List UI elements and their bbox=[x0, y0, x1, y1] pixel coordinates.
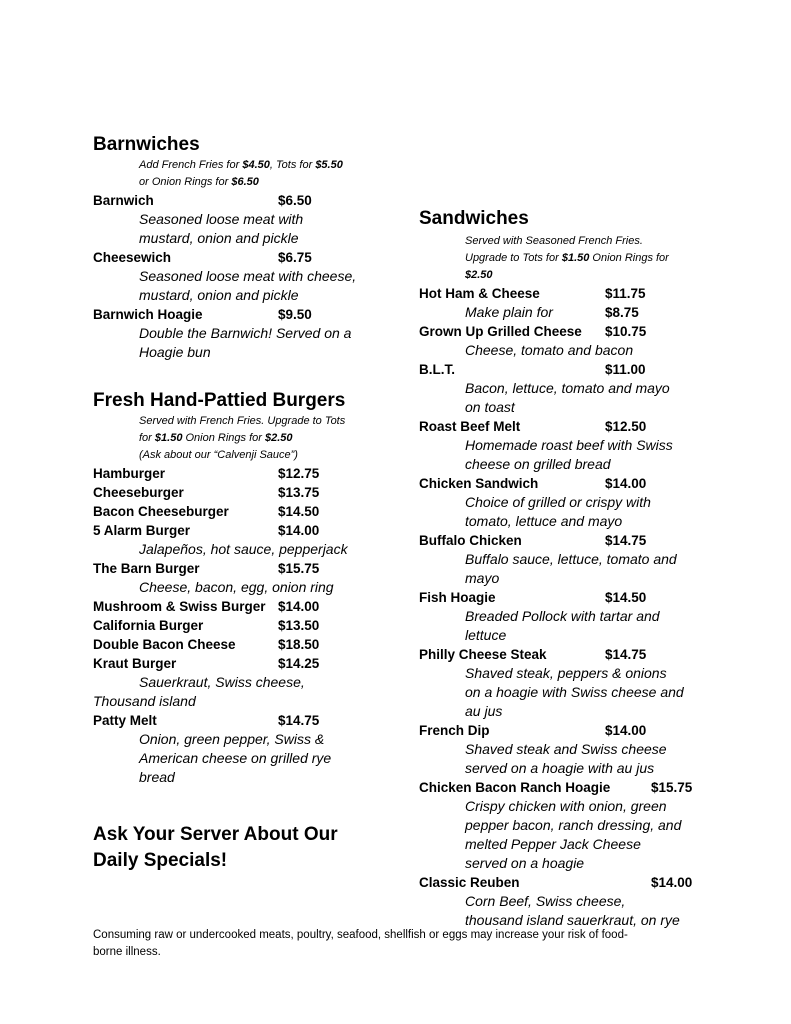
item-name: California Burger bbox=[93, 618, 204, 633]
item-description: thousand island sauerkraut, on rye bbox=[465, 912, 680, 928]
section-title-burgers: Fresh Hand-Pattied Burgers bbox=[93, 390, 346, 411]
menu-item-buffalo-chicken bbox=[419, 531, 719, 588]
item-price: $14.75 bbox=[605, 533, 647, 548]
menu-item-chicken-bacon-ranch-hoagie bbox=[419, 778, 719, 873]
note-price: $4.50 bbox=[242, 159, 270, 171]
item-name: Bacon Cheeseburger bbox=[93, 504, 229, 519]
item-description: lettuce bbox=[465, 627, 507, 643]
item-name: Cheesewich bbox=[93, 250, 172, 265]
item-description: Bacon, lettuce, tomato and mayo bbox=[465, 380, 670, 396]
note-text: Served with Seasoned French Fries. bbox=[465, 235, 643, 247]
item-name: Kraut Burger bbox=[93, 656, 177, 671]
item-description: Double the Barnwich! Served on a bbox=[139, 325, 352, 341]
burgers-note bbox=[139, 413, 393, 464]
item-description: Seasoned loose meat with bbox=[139, 211, 304, 227]
item-description: Cheese, tomato and bacon bbox=[465, 342, 634, 358]
menu-item-hamburger bbox=[93, 464, 393, 483]
menu-item-blt bbox=[419, 360, 719, 417]
specials-line: Daily Specials! bbox=[93, 850, 228, 871]
note-text: , Tots for bbox=[269, 159, 316, 171]
item-description: bread bbox=[139, 769, 175, 785]
specials-line: Ask Your Server About Our bbox=[93, 824, 338, 845]
daily-specials-callout bbox=[93, 822, 373, 874]
item-name: Fish Hoagie bbox=[419, 590, 496, 605]
item-name: Barnwich Hoagie bbox=[93, 307, 203, 322]
item-price: $13.75 bbox=[278, 485, 320, 500]
menu-item-barnwich-hoagie bbox=[93, 305, 393, 362]
menu-item-classic-reuben bbox=[419, 873, 719, 930]
note-price: $2.50 bbox=[465, 269, 493, 281]
item-name: B.L.T. bbox=[419, 362, 455, 377]
item-price: $15.75 bbox=[278, 561, 320, 576]
item-description bbox=[465, 303, 719, 322]
item-price: $14.00 bbox=[605, 723, 647, 738]
item-name: Hot Ham & Cheese bbox=[419, 286, 540, 301]
menu-item-chicken-sandwich bbox=[419, 474, 719, 531]
item-sub-price: $8.75 bbox=[605, 305, 639, 320]
item-price: $13.50 bbox=[278, 618, 320, 633]
note-text: Served with French Fries. Upgrade to Tots bbox=[139, 415, 346, 427]
item-description: melted Pepper Jack Cheese bbox=[465, 836, 641, 852]
item-price: $14.00 bbox=[278, 523, 320, 538]
item-description: tomato, lettuce and mayo bbox=[465, 513, 623, 529]
note-price: $2.50 bbox=[264, 432, 293, 444]
item-description: Thousand island bbox=[93, 693, 196, 709]
item-description: mustard, onion and pickle bbox=[139, 287, 299, 303]
left-column bbox=[93, 134, 393, 787]
item-price: $18.50 bbox=[278, 637, 320, 652]
sandwiches-note bbox=[465, 233, 719, 284]
menu-item-kraut-burger bbox=[93, 654, 393, 711]
note-price: $1.50 bbox=[561, 252, 590, 264]
menu-item-5-alarm-burger bbox=[93, 521, 393, 559]
item-name: Cheeseburger bbox=[93, 485, 184, 500]
item-description: Choice of grilled or crispy with bbox=[465, 494, 651, 510]
menu-item-roast-beef-melt bbox=[419, 417, 719, 474]
item-price: $11.75 bbox=[605, 286, 646, 301]
item-price: $14.50 bbox=[605, 590, 647, 605]
item-price: $14.00 bbox=[278, 599, 320, 614]
item-name: Philly Cheese Steak bbox=[419, 647, 547, 662]
menu-item-barnwich bbox=[93, 191, 393, 248]
disclaimer-line: Consuming raw or undercooked meats, poultry, seafood, shellfish or eggs may increase your risk of food- bbox=[93, 929, 628, 941]
note-price: $1.50 bbox=[154, 432, 183, 444]
menu-item-french-dip bbox=[419, 721, 719, 778]
item-price: $12.50 bbox=[605, 419, 647, 434]
item-price: $14.25 bbox=[278, 656, 320, 671]
item-name: Chicken Sandwich bbox=[419, 476, 539, 491]
item-name: Buffalo Chicken bbox=[419, 533, 522, 548]
item-description: cheese on grilled bread bbox=[465, 456, 611, 472]
menu-item-philly-cheese-steak bbox=[419, 645, 719, 721]
note-text: for bbox=[139, 432, 155, 444]
item-description: on toast bbox=[465, 399, 515, 415]
food-safety-disclaimer bbox=[93, 927, 693, 961]
section-title-barnwiches: Barnwiches bbox=[93, 134, 200, 155]
item-price: $14.75 bbox=[605, 647, 647, 662]
note-text: Upgrade to Tots for bbox=[465, 252, 562, 264]
item-description: on a hoagie with Swiss cheese and bbox=[465, 684, 684, 700]
note-text: (Ask about our “Calvenji Sauce”) bbox=[139, 449, 298, 461]
item-description: Jalapeños, hot sauce, pepperjack bbox=[139, 541, 348, 557]
item-price: $11.00 bbox=[605, 362, 646, 377]
item-price: $6.50 bbox=[278, 193, 312, 208]
item-name: Double Bacon Cheese bbox=[93, 637, 236, 652]
item-sub-description: Make plain for bbox=[465, 304, 553, 320]
item-description: Cheese, bacon, egg, onion ring bbox=[139, 579, 334, 595]
menu-item-barn-burger bbox=[93, 559, 393, 597]
menu-item-hot-ham-cheese bbox=[419, 284, 719, 322]
item-description: Onion, green pepper, Swiss & bbox=[139, 731, 325, 747]
item-description: Crispy chicken with onion, green bbox=[465, 798, 667, 814]
menu-item-grown-up-grilled-cheese bbox=[419, 322, 719, 360]
menu-item-cheesewich bbox=[93, 248, 393, 305]
item-description: Seasoned loose meat with cheese, bbox=[139, 268, 357, 284]
disclaimer-line: borne illness. bbox=[93, 946, 161, 958]
menu-item-fish-hoagie bbox=[419, 588, 719, 645]
menu-item-patty-melt bbox=[93, 711, 393, 787]
note-text: Add French Fries for bbox=[139, 159, 243, 171]
item-price: $15.75 bbox=[651, 780, 693, 795]
item-name: The Barn Burger bbox=[93, 561, 200, 576]
item-description: served on a hoagie with au jus bbox=[465, 760, 655, 776]
item-description: Breaded Pollock with tartar and bbox=[465, 608, 660, 624]
item-name: Classic Reuben bbox=[419, 875, 520, 890]
note-text: Onion Rings for bbox=[182, 432, 265, 444]
item-description: Sauerkraut, Swiss cheese, bbox=[139, 674, 305, 690]
note-text: or Onion Rings for bbox=[139, 176, 232, 188]
item-name: 5 Alarm Burger bbox=[93, 523, 191, 538]
menu-item-bacon-cheeseburger bbox=[93, 502, 393, 521]
item-name: Grown Up Grilled Cheese bbox=[419, 324, 582, 339]
item-description: Homemade roast beef with Swiss bbox=[465, 437, 673, 453]
menu-item-mushroom-swiss-burger bbox=[93, 597, 393, 616]
note-price: $5.50 bbox=[315, 159, 343, 171]
item-price: $9.50 bbox=[278, 307, 312, 322]
barnwiches-note bbox=[139, 157, 393, 191]
item-description: mayo bbox=[465, 570, 500, 586]
item-description: American cheese on grilled rye bbox=[139, 750, 332, 766]
item-description: served on a hoagie bbox=[465, 855, 585, 871]
item-price: $6.75 bbox=[278, 250, 312, 265]
item-name: French Dip bbox=[419, 723, 490, 738]
menu-item-double-bacon-cheese bbox=[93, 635, 393, 654]
item-price: $10.75 bbox=[605, 324, 647, 339]
item-description: Corn Beef, Swiss cheese, bbox=[465, 893, 626, 909]
item-price: $14.75 bbox=[278, 713, 320, 728]
item-name: Roast Beef Melt bbox=[419, 419, 521, 434]
item-name: Barnwich bbox=[93, 193, 154, 208]
note-price: $6.50 bbox=[231, 176, 259, 188]
item-description: pepper bacon, ranch dressing, and bbox=[465, 817, 682, 833]
right-column bbox=[419, 208, 719, 930]
item-name: Chicken Bacon Ranch Hoagie bbox=[419, 780, 611, 795]
menu-item-california-burger bbox=[93, 616, 393, 635]
item-name: Patty Melt bbox=[93, 713, 157, 728]
item-description: Shaved steak and Swiss cheese bbox=[465, 741, 667, 757]
section-title-sandwiches: Sandwiches bbox=[419, 208, 529, 229]
item-price: $14.50 bbox=[278, 504, 320, 519]
item-name: Hamburger bbox=[93, 466, 166, 481]
item-price: $14.00 bbox=[651, 875, 693, 890]
item-description: Hoagie bun bbox=[139, 344, 211, 360]
note-text: Onion Rings for bbox=[589, 252, 669, 264]
item-name: Mushroom & Swiss Burger bbox=[93, 599, 266, 614]
item-description: au jus bbox=[465, 703, 503, 719]
item-description: Buffalo sauce, lettuce, tomato and bbox=[465, 551, 677, 567]
menu-item-cheeseburger bbox=[93, 483, 393, 502]
item-description: mustard, onion and pickle bbox=[139, 230, 299, 246]
item-price: $14.00 bbox=[605, 476, 647, 491]
item-description: Shaved steak, peppers & onions bbox=[465, 665, 667, 681]
item-price: $12.75 bbox=[278, 466, 320, 481]
